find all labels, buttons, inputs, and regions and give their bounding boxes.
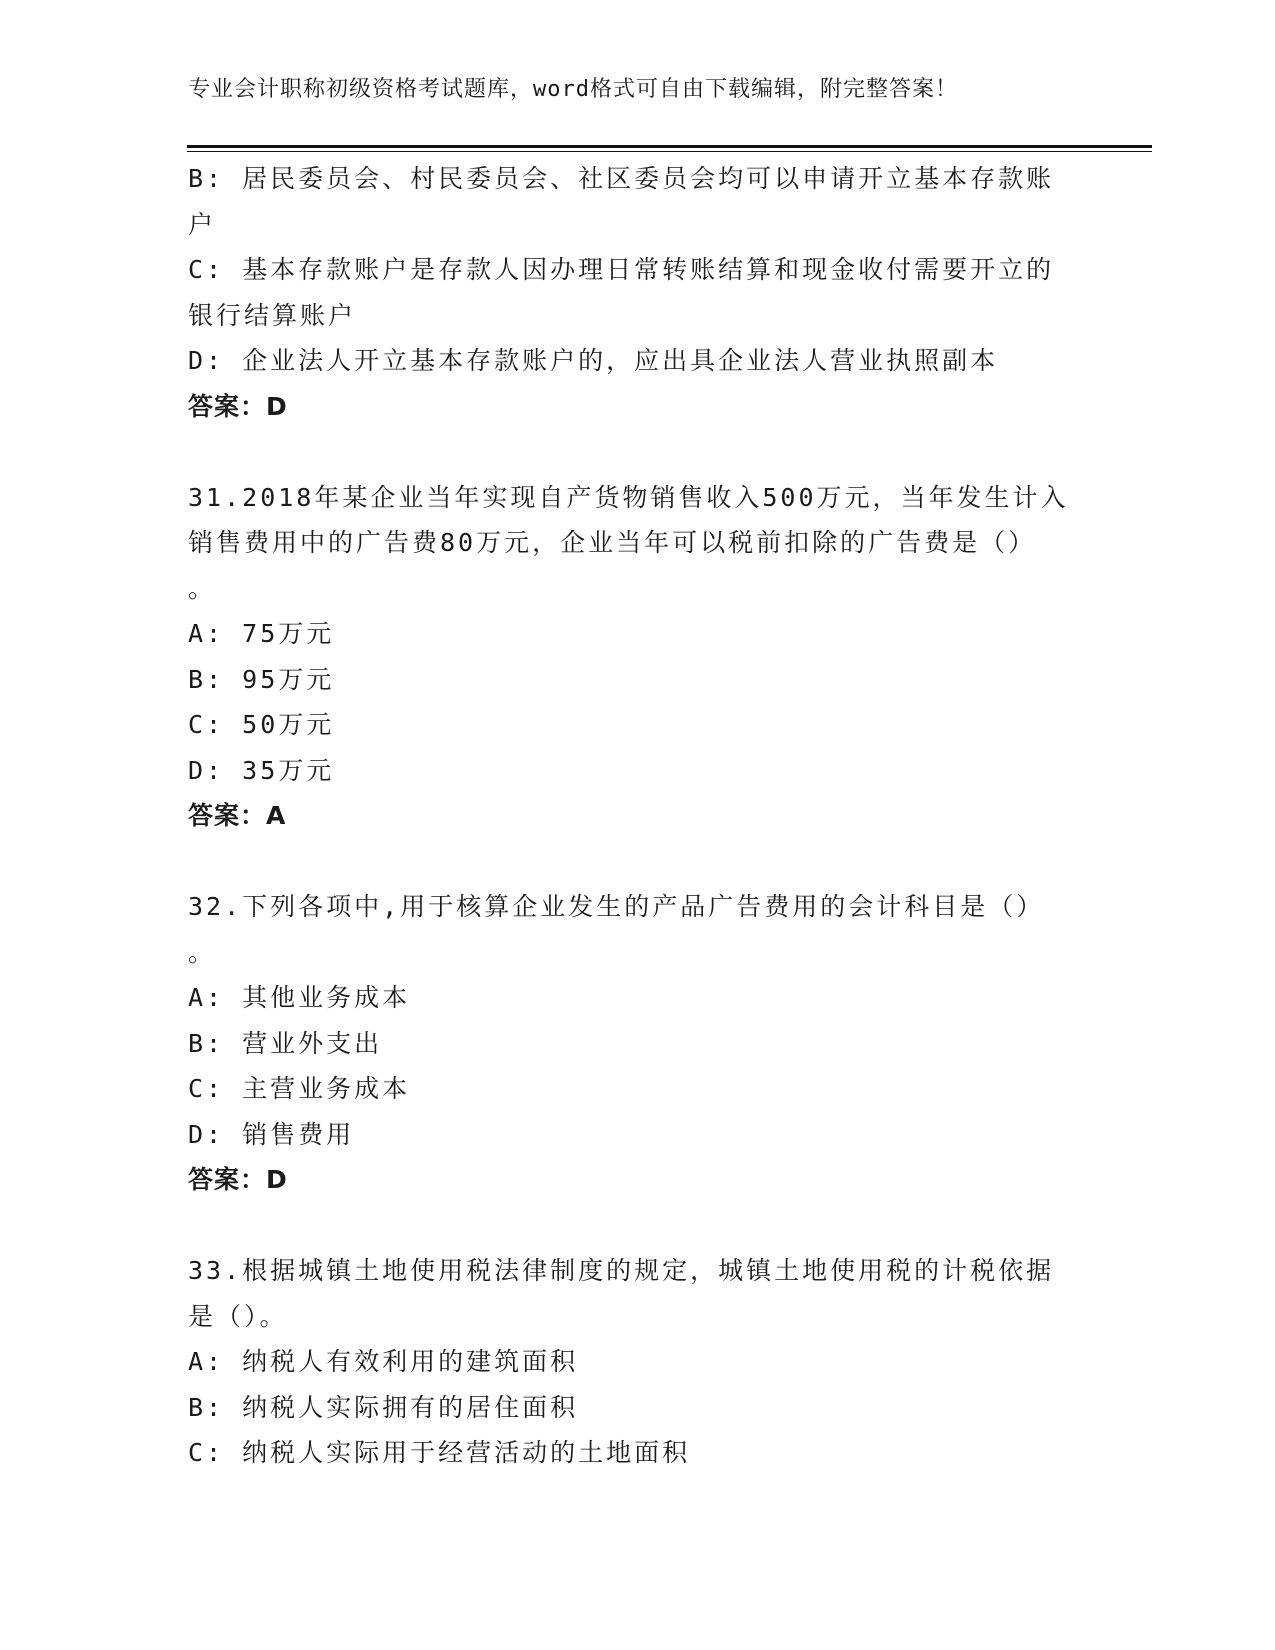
prev-question [188, 156, 1088, 429]
document-body [188, 156, 1088, 1476]
answer: 答案：A [188, 801, 287, 830]
option-c: C: 50万元 [188, 710, 335, 739]
option-a: A: 其他业务成本 [188, 983, 411, 1012]
option-b: B: 营业外支出 [188, 1028, 383, 1058]
spacer [188, 1203, 1088, 1249]
answer: 答案：D [188, 1165, 288, 1194]
option-d [188, 338, 1088, 384]
page-header: 专业会计职称初级资格考试题库，word格式可自由下载编辑，附完整答案！ [188, 77, 958, 102]
option-d: D: 35万元 [188, 755, 335, 785]
question-stem: 32.下列各项中,用于核算企业发生的产品广告费用的会计科目是（） [188, 892, 1045, 921]
option-c: C: 纳税人实际用于经营活动的土地面积 [188, 1438, 691, 1467]
question-stem: 。 [188, 573, 217, 603]
question-stem: 是（）。 [188, 1301, 288, 1331]
option-b [188, 156, 1088, 247]
question-stem: 33.根据城镇土地使用税法律制度的规定，城镇土地使用税的计税依据 [188, 1256, 1055, 1285]
option-d: D: 销售费用 [188, 1119, 355, 1149]
question-stem: 31.2018年某企业当年实现自产货物销售收入500万元，当年发生计入 [188, 482, 1069, 512]
question-31 [188, 475, 1088, 839]
option-c [188, 247, 1088, 338]
spacer [188, 429, 1088, 475]
option-a: A: 纳税人有效利用的建筑面积 [188, 1347, 579, 1376]
header-rule-thick [187, 145, 1152, 148]
answer: 答案：D [188, 391, 288, 421]
option-line: 户 [188, 209, 217, 239]
option-b: B: 纳税人实际拥有的居住面积 [188, 1392, 579, 1422]
option-a: A: 75万元 [188, 619, 335, 648]
question-33 [188, 1248, 1088, 1476]
option-line: B: 居民委员会、村民委员会、社区委员会均可以申请开立基本存款账 [188, 164, 1055, 193]
option-c: C: 主营业务成本 [188, 1074, 411, 1103]
question-32 [188, 884, 1088, 1203]
option-b: B: 95万元 [188, 664, 335, 694]
question-stem: 。 [188, 937, 217, 967]
option-line: C: 基本存款账户是存款人因办理日常转账结算和现金收付需要开立的 [188, 255, 1055, 284]
header-rule-thin [187, 151, 1152, 152]
question-stem: 销售费用中的广告费80万元，企业当年可以税前扣除的广告费是（） [188, 528, 1037, 557]
spacer [188, 839, 1088, 885]
option-line: D: 企业法人开立基本存款账户的，应出具企业法人营业执照副本 [188, 346, 999, 375]
option-line: 银行结算账户 [188, 300, 357, 330]
